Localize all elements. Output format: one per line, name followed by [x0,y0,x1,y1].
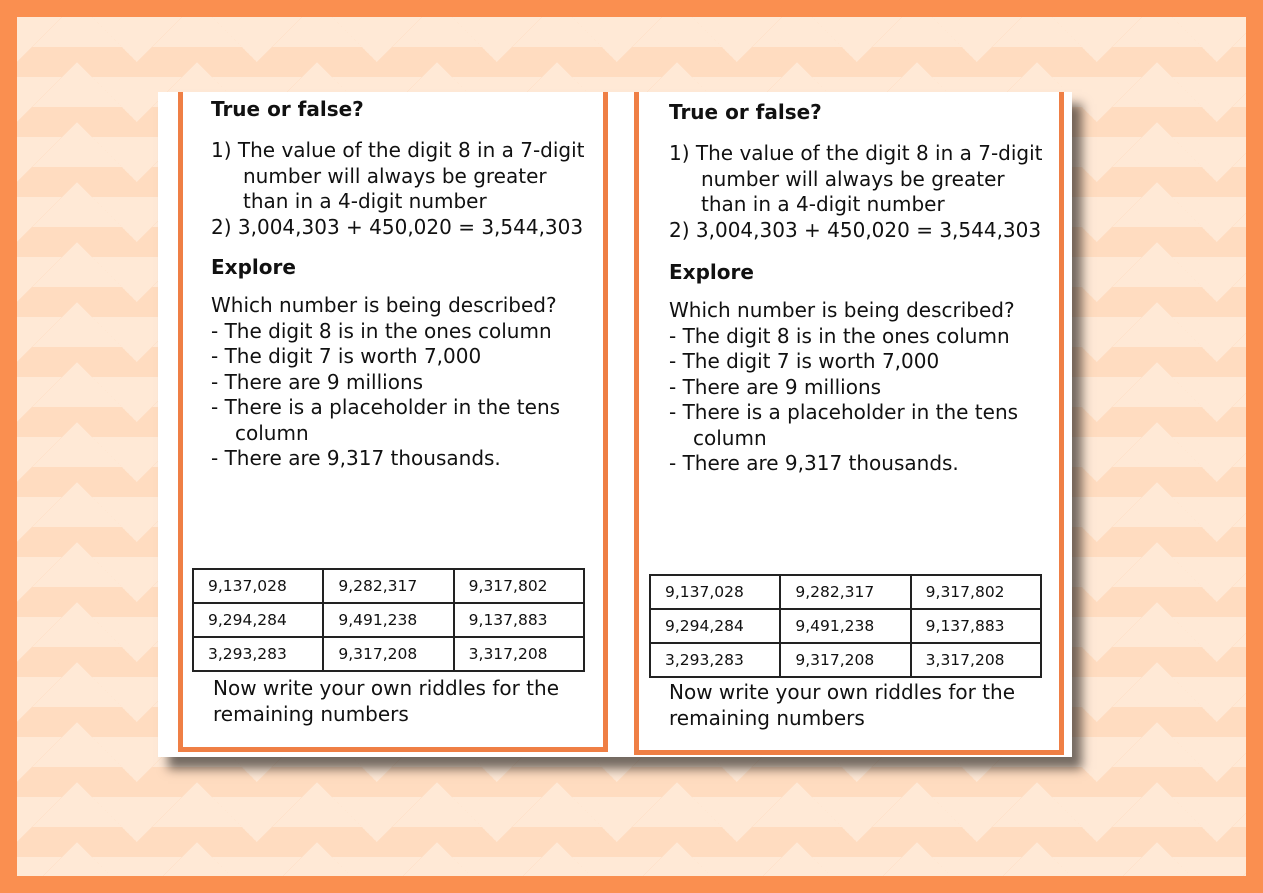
clue-item: - There are 9,317 thousands. [211,446,501,470]
table-cell: 3,317,208 [454,637,584,671]
clue-list [211,319,591,472]
explore-intro: Which number is being described? [211,293,557,317]
table-cell: 9,137,028 [193,569,323,603]
table-cell: 9,282,317 [780,575,910,609]
clue-item: - There is a placeholder in the tens column [211,395,561,445]
clue-list [669,324,1049,477]
table-cell: 9,317,802 [454,569,584,603]
clue-item: - There is a placeholder in the tens column [669,400,1019,450]
table-cell: 9,282,317 [323,569,453,603]
table-cell: 9,137,028 [650,575,780,609]
table-row [193,569,584,603]
clue-item: - The digit 8 is in the ones column [211,318,552,343]
clue-item: - There are 9 millions [669,374,882,399]
true-false-item-1: 1) The value of the digit 8 in a 7-digit number will always be greater than in a 4-digit number [669,141,1043,216]
true-false-item-2: 2) 3,004,303 + 450,020 = 3,544,303 [669,217,1042,242]
table-row [650,609,1041,643]
table-cell: 9,491,238 [780,609,910,643]
table-cell: 9,294,284 [650,609,780,643]
clue-item: - The digit 8 is in the ones column [669,323,1010,348]
table-cell: 3,293,283 [193,637,323,671]
true-false-item-2: 2) 3,004,303 + 450,020 = 3,544,303 [211,214,584,239]
clue-item: - The digit 7 is worth 7,000 [211,344,482,368]
footer-instruction-left: Now write your own riddles for the remaining numbers [213,676,559,726]
number-table-right [649,574,1042,678]
table-cell: 3,317,208 [911,643,1041,677]
card-content [211,92,591,472]
table-cell: 9,137,883 [911,609,1041,643]
table-cell: 9,317,802 [911,575,1041,609]
table-cell: 9,317,208 [780,643,910,677]
clue-item: - There are 9 millions [211,369,424,394]
explore-intro: Which number is being described? [669,298,1015,322]
number-table-left [192,568,585,672]
true-false-list [669,141,1049,243]
heading-explore: Explore [211,255,296,279]
footer-instruction-right: Now write your own riddles for the remaining numbers [669,680,1015,730]
table-row [193,603,584,637]
table-row [193,637,584,671]
table-cell: 9,317,208 [323,637,453,671]
true-false-list [211,138,591,240]
table-cell: 9,294,284 [193,603,323,637]
heading-explore: Explore [669,260,754,284]
table-cell: 9,491,238 [323,603,453,637]
heading-true-or-false: True or false? [669,100,822,124]
table-cell: 3,293,283 [650,643,780,677]
clue-item: - The digit 7 is worth 7,000 [669,349,940,373]
table-row [650,643,1041,677]
heading-true-or-false: True or false? [211,97,364,121]
table-cell: 9,137,883 [454,603,584,637]
true-false-item-1: 1) The value of the digit 8 in a 7-digit number will always be greater than in a 4-digit number [211,138,585,213]
table-row [650,575,1041,609]
card-content [669,92,1049,477]
clue-item: - There are 9,317 thousands. [669,451,959,475]
